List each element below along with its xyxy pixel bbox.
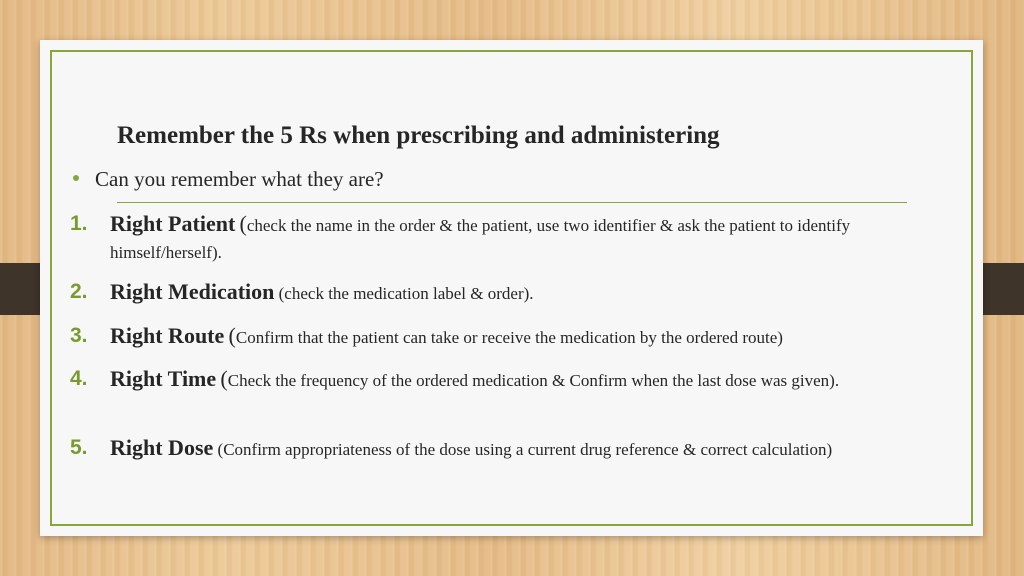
bullet-dot-icon <box>73 175 79 181</box>
item-number: 3. <box>70 324 88 347</box>
item-open-paren: ( <box>228 323 236 348</box>
item-open-paren: ( <box>220 366 228 391</box>
item-text <box>110 322 950 351</box>
item-detail: Confirm that the patient can take or receive the medication by the ordered route) <box>235 328 783 347</box>
item-number: 2. <box>70 280 88 303</box>
item-number: 5. <box>70 436 88 459</box>
item-name: Right Dose <box>110 435 214 460</box>
list-item-right-route <box>70 322 950 351</box>
item-name: Right Medication <box>110 279 275 304</box>
list-item-right-medication <box>70 278 950 307</box>
divider-line <box>117 202 907 203</box>
item-name: Right Route <box>110 323 225 348</box>
item-number: 1. <box>70 212 88 235</box>
list-item-right-patient <box>70 210 950 266</box>
item-detail: (Confirm appropriateness of the dose using a current drug reference & correct calculation) <box>217 440 833 459</box>
item-detail: Check the frequency of the ordered medication & Confirm when the last dose was given). <box>227 371 840 390</box>
item-number: 4. <box>70 367 88 390</box>
slide <box>40 40 983 536</box>
slide-title: Remember the 5 Rs when prescribing and administering <box>117 122 720 149</box>
subtitle-text: Can you remember what they are? <box>95 167 384 191</box>
item-open-paren: ( <box>239 211 247 236</box>
item-name: Right Time <box>110 366 217 391</box>
item-text <box>110 278 950 307</box>
item-text <box>110 434 950 463</box>
left-side-tab <box>0 263 44 315</box>
list-item-right-dose <box>70 434 950 463</box>
item-name: Right Patient <box>110 211 236 236</box>
subtitle <box>73 167 384 192</box>
item-detail: (check the medication label & order). <box>278 284 534 303</box>
item-detail: check the name in the order & the patient, use two identifier & ask the patient to identify himself/herself). <box>110 216 851 262</box>
item-text <box>110 365 950 394</box>
list-item-right-time <box>70 365 950 394</box>
item-text <box>110 210 950 266</box>
